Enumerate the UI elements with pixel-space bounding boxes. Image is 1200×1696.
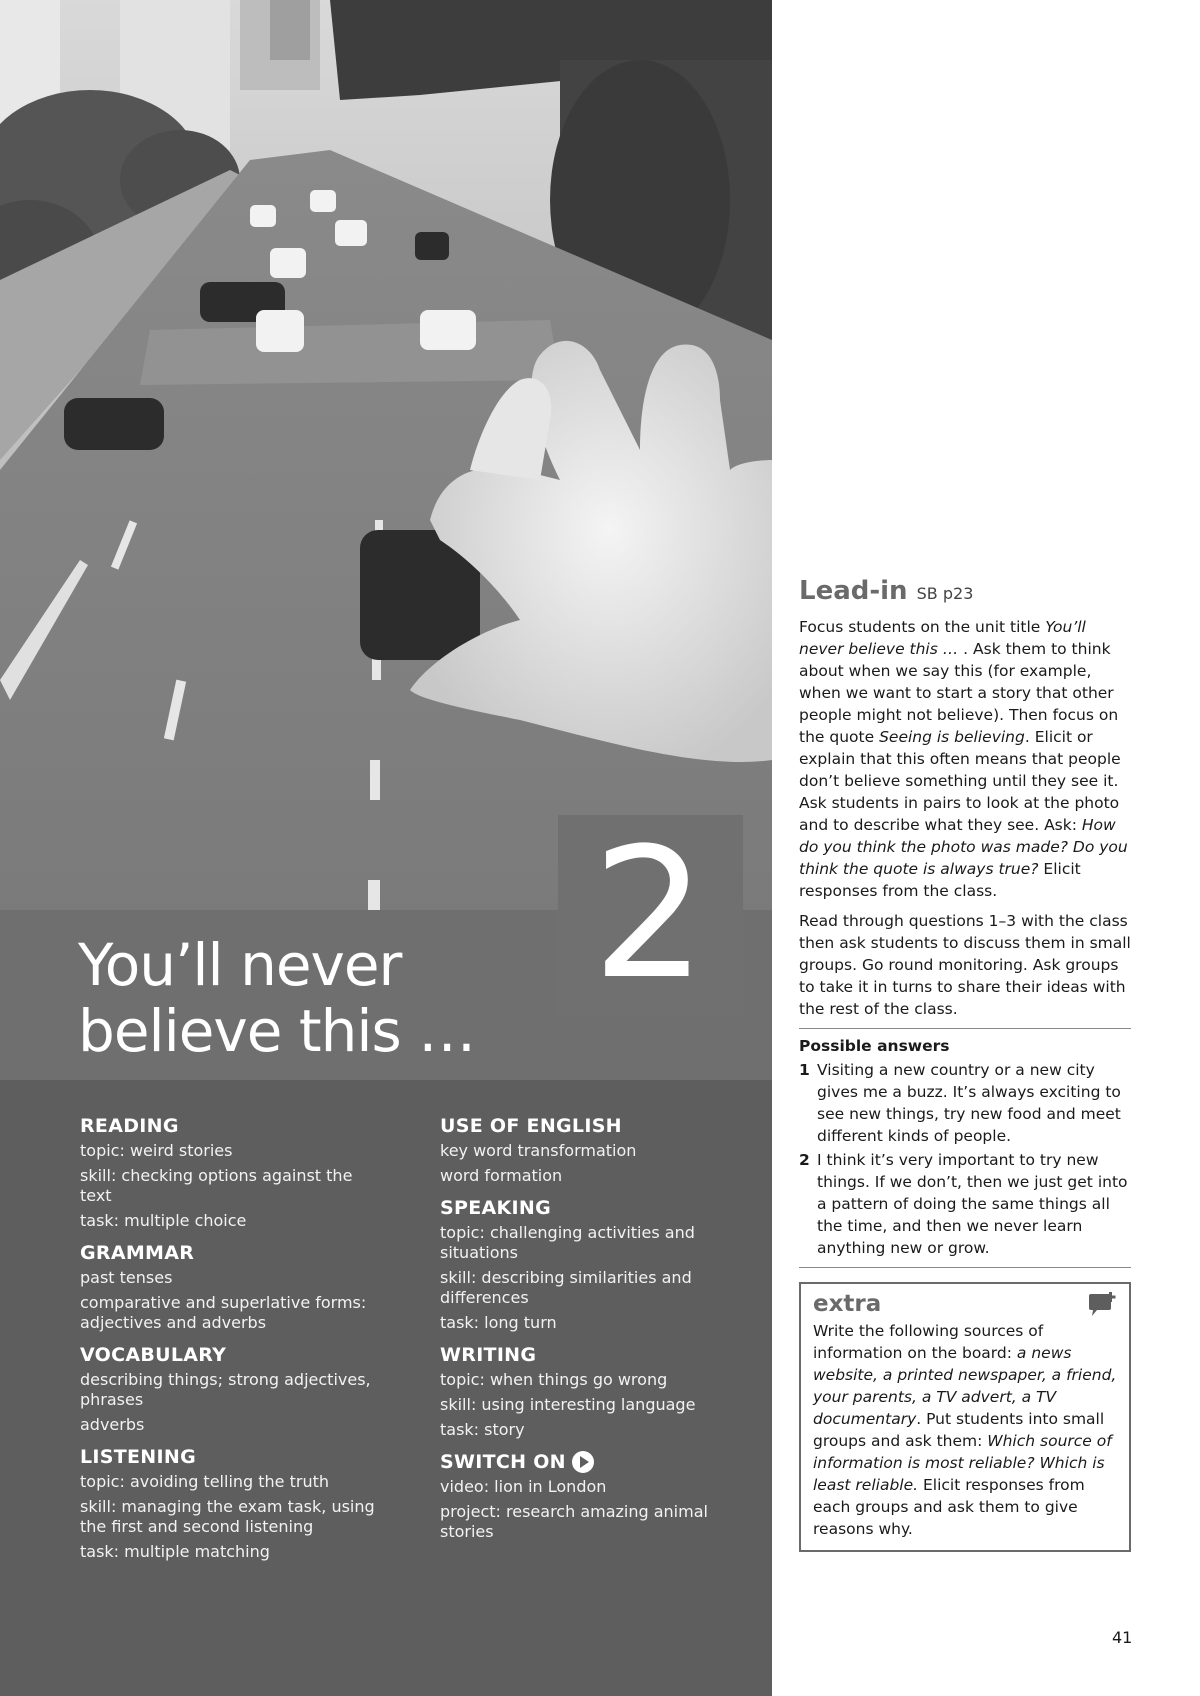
section-item: topic: when things go wrong — [440, 1370, 668, 1389]
play-icon — [572, 1451, 594, 1473]
contents-section — [440, 1196, 740, 1333]
text-run: . Elicit or explain that this often means that people don’t believe something until they see it. Ask students in pairs to look at the photo and to describe what they see. Ask: — [799, 728, 1121, 834]
contents-column-1 — [80, 1114, 380, 1572]
contents-section — [80, 1241, 380, 1333]
unit-number: 2 — [592, 810, 707, 1019]
teacher-notes — [799, 575, 1131, 1552]
contents-column-2 — [440, 1114, 740, 1552]
section-item: describing things; strong adjectives, phrases — [80, 1370, 371, 1409]
contents-section — [440, 1114, 740, 1186]
section-heading-text: VOCABULARY — [80, 1344, 227, 1366]
section-item: topic: avoiding telling the truth — [80, 1472, 330, 1491]
text-run: Elicit responses from each groups and ask them to give reasons why. — [813, 1476, 1085, 1538]
contents-section — [80, 1343, 380, 1435]
contents-section — [80, 1114, 380, 1231]
lead-in-title: Lead-in — [799, 576, 908, 606]
unit-title-line-1: You’ll never — [78, 931, 402, 999]
section-heading — [80, 1445, 380, 1469]
section-item: video: lion in London — [440, 1477, 607, 1496]
lead-in-page-ref: SB p23 — [916, 584, 974, 603]
section-item: task: long turn — [440, 1313, 557, 1332]
text-run: . Ask them to think about when we say this (for example, when we want to start a story that other people might not believe). Then focus on the quote — [799, 640, 1119, 746]
section-item: past tenses — [80, 1268, 173, 1287]
italic-text: Which source of information is most reliable? Which is least reliable. — [813, 1432, 1112, 1494]
section-heading — [440, 1343, 740, 1367]
section-item: word formation — [440, 1166, 563, 1185]
section-item: skill: managing the exam task, using the first and second listening — [80, 1497, 375, 1536]
section-heading-text: LISTENING — [80, 1446, 196, 1468]
extra-box — [799, 1282, 1131, 1552]
text-run: Focus students on the unit title — [799, 618, 1046, 636]
text-run: Elicit responses from the class. — [799, 860, 1081, 900]
section-heading — [80, 1241, 380, 1265]
italic-text: a news website, a printed newspaper, a friend, your parents, a TV advert, a TV documentary — [813, 1344, 1117, 1428]
section-item: adverbs — [80, 1415, 145, 1434]
text-run: Write the following sources of information on the board: — [813, 1322, 1044, 1362]
section-item: task: multiple choice — [80, 1211, 247, 1230]
section-item: skill: describing similarities and differences — [440, 1268, 692, 1307]
section-item: topic: weird stories — [80, 1141, 233, 1160]
italic-text: How do you think the photo was made? Do you think the quote is always true? — [799, 816, 1128, 878]
answer-text: Visiting a new country or a new city gives me a buzz. It’s always exciting to see new things, try new food and meet different kinds of people. — [817, 1061, 1121, 1145]
possible-answers-list — [799, 1059, 1131, 1259]
italic-text: Seeing is believing — [879, 728, 1025, 746]
possible-answers-heading: Possible answers — [799, 1037, 950, 1055]
text-run: . Put students into small groups and ask them: — [813, 1410, 1105, 1450]
section-heading-text: GRAMMAR — [80, 1242, 195, 1264]
italic-text: You’ll never believe this … — [799, 618, 1086, 658]
lead-in-paragraph-1 — [799, 616, 1131, 902]
lead-in-paragraph-2: Read through questions 1–3 with the class then ask students to discuss them in small groups. Go round monitoring. Ask groups to take it in turns to share their ideas with the rest of the class. — [799, 912, 1131, 1018]
section-item: task: multiple matching — [80, 1542, 270, 1561]
section-item: task: story — [440, 1420, 525, 1439]
section-heading — [440, 1196, 740, 1220]
page-number: 41 — [1112, 1628, 1133, 1647]
divider — [799, 1267, 1131, 1268]
extra-body — [813, 1320, 1117, 1540]
extra-heading: extra — [813, 1291, 882, 1317]
unit-title — [78, 932, 578, 1064]
section-heading-text: WRITING — [440, 1344, 537, 1366]
answer-item — [799, 1059, 1131, 1147]
unit-title-line-2: believe this … — [78, 997, 476, 1065]
contents-section — [80, 1445, 380, 1562]
contents-section — [440, 1450, 740, 1542]
answer-item — [799, 1149, 1131, 1259]
section-heading-text: USE OF ENGLISH — [440, 1115, 622, 1137]
section-item: project: research amazing animal stories — [440, 1502, 708, 1541]
section-item: skill: checking options against the text — [80, 1166, 353, 1205]
section-item: comparative and superlative forms: adjectives and adverbs — [80, 1293, 367, 1332]
section-heading-text: READING — [80, 1115, 179, 1137]
section-item: topic: challenging activities and situations — [440, 1223, 695, 1262]
answer-number: 2 — [799, 1151, 810, 1169]
section-heading — [440, 1450, 740, 1474]
section-item: key word transformation — [440, 1141, 637, 1160]
section-heading-text: SPEAKING — [440, 1197, 551, 1219]
speech-bubble-plus-icon — [1087, 1292, 1117, 1318]
section-heading — [440, 1114, 740, 1138]
section-heading — [80, 1114, 380, 1138]
contents-section — [440, 1343, 740, 1440]
section-item: skill: using interesting language — [440, 1395, 696, 1414]
section-heading-text: SWITCH ON — [440, 1451, 566, 1473]
divider — [799, 1028, 1131, 1029]
lead-in-heading — [799, 575, 1131, 610]
answer-number: 1 — [799, 1061, 810, 1079]
answer-text: I think it’s very important to try new things. If we don’t, then we just get into a pattern of doing the same things all the time, and then we never learn anything new or grow. — [817, 1151, 1128, 1257]
section-heading — [80, 1343, 380, 1367]
